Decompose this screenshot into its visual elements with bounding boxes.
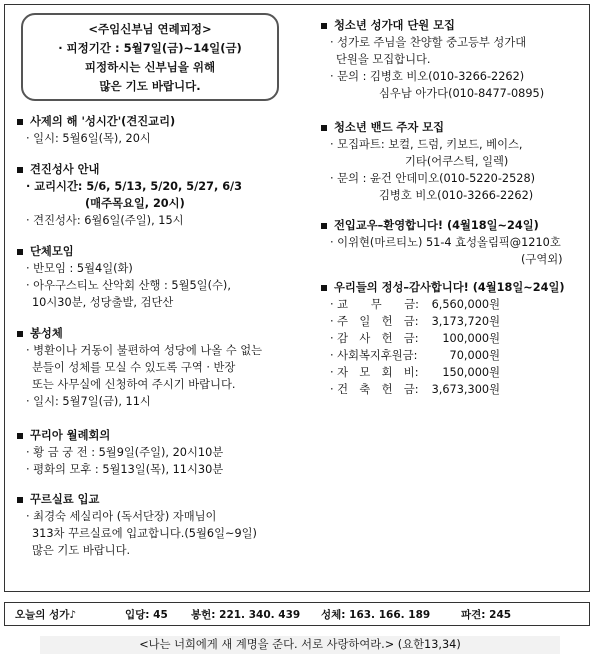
bullet-icon bbox=[321, 125, 327, 131]
scripture-quote: <나는 너희에게 새 계명을 준다. 서로 사랑하여라.> (요한13,34) bbox=[40, 636, 560, 654]
bullet-icon bbox=[321, 285, 327, 291]
donation-value: 150,000원 bbox=[442, 366, 500, 379]
donation-label: · 감 사 헌 금: bbox=[330, 332, 419, 345]
section-line: · 성가로 주님을 찬양할 중고등부 성가대 bbox=[330, 36, 527, 49]
offertory-hymn: 봉헌: 221. 340. 439 bbox=[191, 608, 301, 621]
bullet-icon bbox=[17, 167, 23, 173]
section-title: 사제의 해 '성시간'(견진교리) bbox=[30, 115, 176, 128]
donation-label: · 자 모 회 비: bbox=[330, 366, 419, 379]
section-line: · 문의 : 윤건 안데미오(010-5220-2528) bbox=[330, 172, 536, 185]
donation-label: · 건 축 헌 금: bbox=[330, 383, 419, 396]
section-title: 청소년 성가대 단원 모집 bbox=[334, 19, 455, 32]
section-line: (매주목요일, 20시) bbox=[85, 197, 185, 210]
section-line: 313차 꾸르실료에 입교합니다.(5월6일~9일) bbox=[32, 527, 257, 540]
section-curia-meeting bbox=[15, 427, 223, 478]
section-title: 꾸르실료 입교 bbox=[30, 493, 100, 506]
section-title: 단체모임 bbox=[30, 245, 74, 258]
section-line: · 모집파트: 보컬, 드럼, 키보드, 베이스, bbox=[330, 138, 523, 151]
section-line: 단원을 모집합니다. bbox=[336, 53, 431, 66]
bulletin-frame bbox=[4, 4, 590, 592]
notice-line: 피정하시는 신부님을 위해 bbox=[84, 60, 216, 74]
donation-value: 100,000원 bbox=[442, 332, 500, 345]
donation-table bbox=[330, 296, 500, 398]
section-holy-hour bbox=[15, 113, 175, 147]
section-line: · 평화의 모후 : 5월13일(목), 11시30분 bbox=[26, 463, 224, 476]
section-line: 심우남 아가다(010-8477-0895) bbox=[379, 87, 545, 100]
section-communion-sick bbox=[15, 325, 262, 410]
section-line: · 문의 : 김병호 비오(010-3266-2262) bbox=[330, 70, 525, 83]
bullet-icon bbox=[17, 497, 23, 503]
section-title: 봉성체 bbox=[30, 327, 63, 340]
table-row bbox=[330, 296, 500, 313]
bullet-icon bbox=[17, 331, 23, 337]
donation-value: 6,560,000원 bbox=[431, 298, 500, 311]
section-line: 김병호 비오(010-3266-2262) bbox=[379, 189, 534, 202]
section-welcome-parishioners bbox=[319, 217, 563, 268]
section-title: 청소년 밴드 주자 모집 bbox=[334, 121, 445, 134]
section-line: · 일시: 5월6일(목), 20시 bbox=[26, 132, 151, 145]
section-line: · 이위현(마르티노) 51-4 효성올림픽@1210호 bbox=[330, 236, 561, 249]
section-line: · 일시: 5월7일(금), 11시 bbox=[26, 395, 151, 408]
donation-label: · 사회복지후원금: bbox=[330, 349, 418, 362]
section-youth-band bbox=[319, 119, 535, 204]
section-line: · 견진성사: 6월6일(주일), 15시 bbox=[26, 214, 184, 227]
section-line: · 황 금 궁 전 : 5월9일(주일), 20시10분 bbox=[26, 446, 224, 459]
section-line: 많은 기도 바랍니다. bbox=[32, 544, 131, 557]
table-row bbox=[330, 381, 500, 398]
section-line: 10시30분, 성당출발, 검단산 bbox=[32, 296, 174, 309]
recessional-hymn: 파견: 245 bbox=[461, 608, 512, 621]
donation-value: 3,173,720원 bbox=[431, 315, 500, 328]
bullet-icon bbox=[321, 223, 327, 229]
notice-period: · 피정기간 : 5월7일(금)~14일(금) bbox=[58, 41, 242, 55]
bullet-icon bbox=[17, 119, 23, 125]
section-cursillo bbox=[15, 491, 257, 559]
section-youth-choir bbox=[319, 17, 544, 102]
hymn-stats-bar bbox=[4, 602, 590, 626]
donation-label: · 주 일 헌 금: bbox=[330, 315, 419, 328]
notice-line: 많은 기도 바랍니다. bbox=[99, 79, 201, 93]
table-row bbox=[330, 330, 500, 347]
section-line: · 아우구스티노 산악회 산행 : 5월5일(수), bbox=[26, 279, 231, 292]
section-title: 견진성사 안내 bbox=[30, 163, 100, 176]
section-line: · 병환이나 거동이 불편하여 성당에 나올 수 없는 bbox=[26, 344, 263, 357]
entrance-hymn: 입당: 45 bbox=[125, 608, 168, 621]
section-line: (구역외) bbox=[521, 253, 563, 266]
table-row bbox=[330, 313, 500, 330]
table-row bbox=[330, 347, 500, 364]
communion-hymn: 성체: 163. 166. 189 bbox=[321, 608, 431, 621]
section-line: · 교리시간: 5/6, 5/13, 5/20, 5/27, 6/3 bbox=[26, 180, 243, 193]
donation-value: 3,673,300원 bbox=[431, 383, 500, 396]
bullet-icon bbox=[17, 433, 23, 439]
donation-label: · 교 무 금: bbox=[330, 298, 419, 311]
bullet-icon bbox=[321, 23, 327, 29]
table-row bbox=[330, 364, 500, 381]
pastor-retreat-notice bbox=[21, 13, 279, 101]
bullet-icon bbox=[17, 249, 23, 255]
section-line: 분들이 성체를 모실 수 있도록 구역 · 반장 bbox=[32, 361, 236, 374]
section-group-meetings bbox=[15, 243, 231, 311]
section-line: 또는 사무실에 신청하여 주시기 바랍니다. bbox=[32, 378, 236, 391]
notice-title: <주임신부님 연례피정> bbox=[88, 22, 212, 36]
section-line: · 최경숙 세실리아 (독서단장) 자매님이 bbox=[26, 510, 217, 523]
section-donations bbox=[319, 279, 565, 398]
section-title: 꾸리아 월례회의 bbox=[30, 429, 111, 442]
hymn-label: 오늘의 성가♪ bbox=[15, 608, 77, 621]
section-confirmation bbox=[15, 161, 242, 229]
donation-value: 70,000원 bbox=[449, 349, 500, 362]
section-title: 우리들의 정성–감사합니다! (4월18일~24일) bbox=[334, 281, 565, 294]
section-line: · 반모임 : 5월4일(화) bbox=[26, 262, 133, 275]
section-line: 기타(어쿠스틱, 일렉) bbox=[405, 155, 509, 168]
section-title: 전입교우–환영합니다! (4월18일~24일) bbox=[334, 219, 539, 232]
